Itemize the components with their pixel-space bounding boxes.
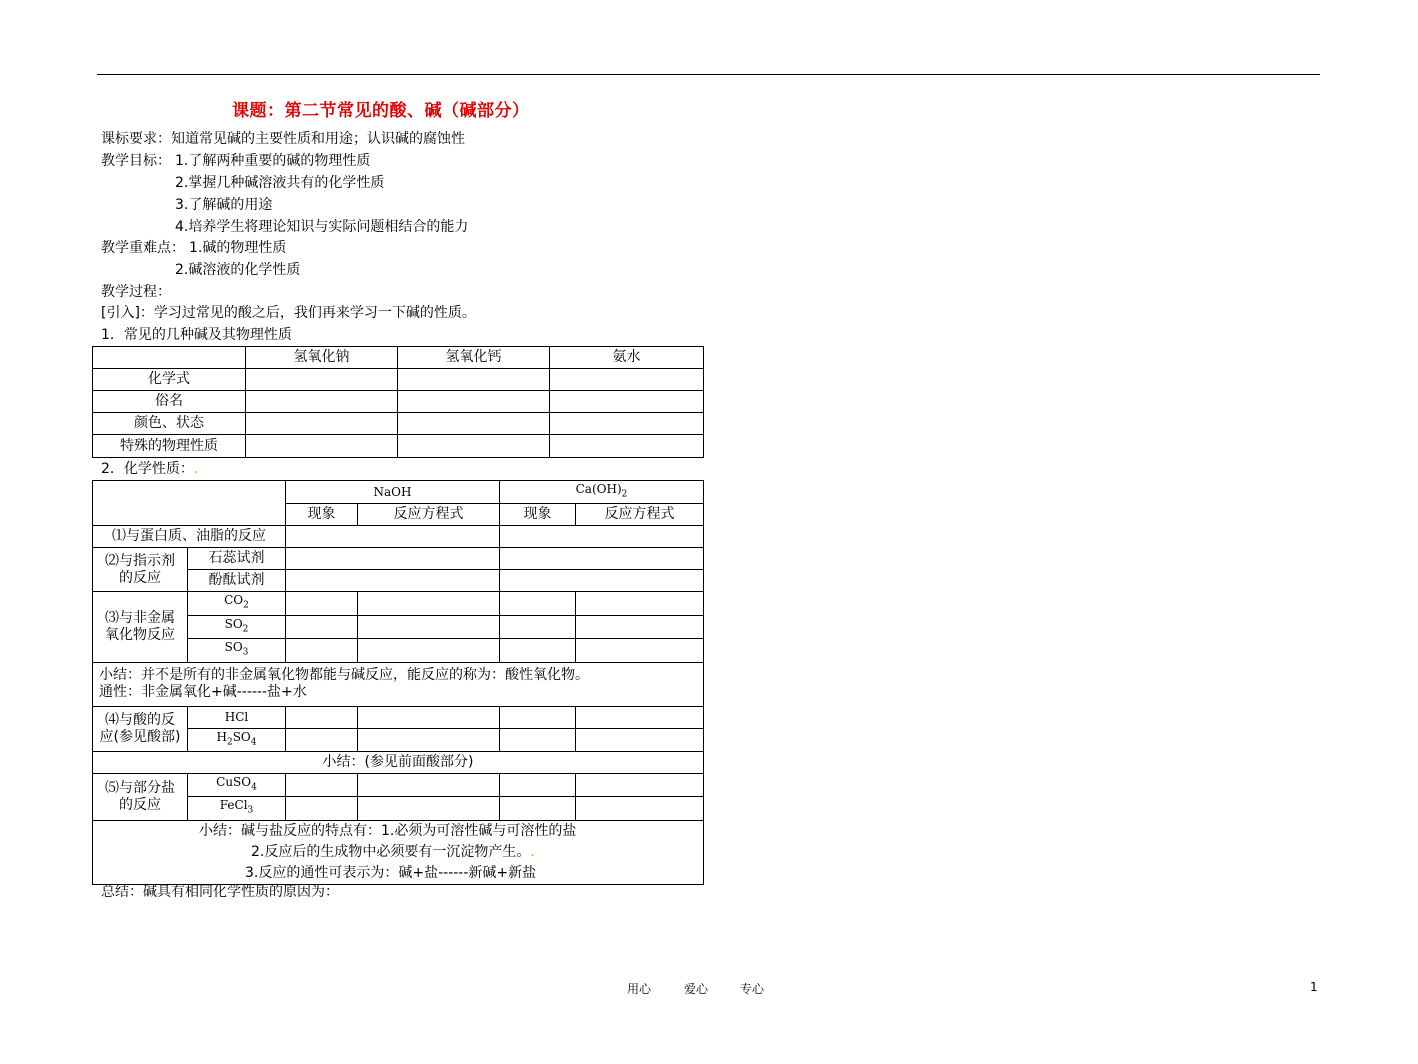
cell[interactable] xyxy=(286,797,358,820)
cell[interactable] xyxy=(500,592,576,615)
row-common-name: 俗名 xyxy=(93,391,246,413)
conclusion: 总结：碱具有相同化学性质的原因为： xyxy=(101,884,339,900)
cuso4-label: CuSO$_4$ xyxy=(188,773,286,796)
reaction-acid: ⑷与酸的反 应(参见酸部) xyxy=(93,706,188,751)
chemical-properties-table xyxy=(92,480,704,885)
reaction-nonmetal-oxide: ⑶与非金属 氧化物反应 xyxy=(93,592,188,662)
cell[interactable] xyxy=(500,570,704,592)
cell[interactable] xyxy=(398,369,550,391)
goals-label: 教学目标： xyxy=(101,153,171,169)
cell[interactable] xyxy=(358,797,500,820)
cell[interactable] xyxy=(398,391,550,413)
cell[interactable] xyxy=(286,773,358,796)
cell[interactable] xyxy=(500,728,576,751)
cell[interactable] xyxy=(246,369,398,391)
cell[interactable] xyxy=(550,369,704,391)
cell[interactable] xyxy=(246,391,398,413)
cell[interactable] xyxy=(246,435,398,458)
cell[interactable] xyxy=(358,728,500,751)
cell[interactable] xyxy=(550,391,704,413)
key-2: 2.碱溶液的化学性质 xyxy=(175,262,301,278)
page-title: 课题：第二节常见的酸、碱（碱部分） xyxy=(232,101,530,121)
cell[interactable] xyxy=(286,639,358,662)
cell[interactable] xyxy=(358,592,500,615)
cell[interactable] xyxy=(576,728,704,751)
reaction-protein-fat: ⑴与蛋白质、油脂的反应 xyxy=(93,526,286,548)
naoh-phenomenon-header: 现象 xyxy=(286,504,358,526)
cell[interactable] xyxy=(576,639,704,662)
requirement: 课标要求：知道常见碱的主要性质和用途；认识碱的腐蚀性 xyxy=(101,131,465,147)
section2-text: 2．化学性质： xyxy=(101,461,194,477)
cell[interactable] xyxy=(358,773,500,796)
table2-corner xyxy=(93,481,286,526)
key-label: 教学重难点： xyxy=(101,240,185,256)
section2-heading xyxy=(101,460,198,478)
so2-label: $SO_2$ xyxy=(188,615,286,638)
row-color-state: 颜色、状态 xyxy=(93,413,246,435)
caoh-phenomenon-header: 现象 xyxy=(500,504,576,526)
goal-1: 1.了解两种重要的碱的物理性质 xyxy=(175,153,371,169)
page-number: 1 xyxy=(1310,980,1318,994)
header-naoh: 氢氧化钠 xyxy=(246,347,398,369)
cell[interactable] xyxy=(398,413,550,435)
header-ammonia: 氨水 xyxy=(550,347,704,369)
goal-3: 3.了解碱的用途 xyxy=(175,197,273,213)
h2so4-label: $H_2SO_4$ xyxy=(188,728,286,751)
summary-acid: 小结：(参见前面酸部分) xyxy=(93,751,704,773)
reaction-indicator: ⑵与指示剂 的反应 xyxy=(93,548,188,592)
cell[interactable] xyxy=(500,639,576,662)
cell[interactable] xyxy=(398,435,550,458)
cell[interactable] xyxy=(286,570,500,592)
header-rule xyxy=(97,74,1320,75)
footer-1: 用心 xyxy=(627,982,652,996)
cell[interactable] xyxy=(286,592,358,615)
row-special: 特殊的物理性质 xyxy=(93,435,246,458)
section1-heading: 1．常见的几种碱及其物理性质 xyxy=(101,327,292,343)
cell[interactable] xyxy=(576,592,704,615)
caoh-equation-header: 反应方程式 xyxy=(576,504,704,526)
cell[interactable] xyxy=(576,773,704,796)
litmus-label: 石蕊试剂 xyxy=(188,548,286,570)
summary-salt: 小结：碱与盐反应的特点有：1.必须为可溶性碱与可溶性的盐 2.反应后的生成物中必须要有一沉淀物产生。. 3.反应的通性可表示为：碱+盐------新碱+新盐 xyxy=(93,820,704,884)
cell[interactable] xyxy=(358,706,500,728)
cell[interactable] xyxy=(246,413,398,435)
cell[interactable] xyxy=(576,797,704,820)
header-caoh2: 氢氧化钙 xyxy=(398,347,550,369)
cell[interactable] xyxy=(500,797,576,820)
goal-2: 2.掌握几种碱溶液共有的化学性质 xyxy=(175,175,385,191)
cell[interactable] xyxy=(500,526,704,548)
row-formula: 化学式 xyxy=(93,369,246,391)
process-label: 教学过程： xyxy=(101,284,171,300)
cell[interactable] xyxy=(286,526,500,548)
section2-dot: . xyxy=(193,461,199,477)
cell[interactable] xyxy=(500,706,576,728)
reaction-salt: ⑸与部分盐 的反应 xyxy=(93,773,188,820)
summary-nonmetal-oxide: 小结：并不是所有的非金属氧化物都能与碱反应，能反应的称为：酸性氧化物。 通性：非金属氧化+碱------盐+水 xyxy=(93,662,704,706)
header-naoh: NaOH xyxy=(286,481,500,504)
footer-3: 专心 xyxy=(740,982,765,996)
cell[interactable] xyxy=(576,706,704,728)
naoh-equation-header: 反应方程式 xyxy=(358,504,500,526)
cell[interactable] xyxy=(286,706,358,728)
physical-properties-table xyxy=(92,346,704,458)
cell[interactable] xyxy=(358,615,500,638)
header-caoh2: $Ca(OH)_2$ xyxy=(500,481,704,504)
so3-label: $SO_3$ xyxy=(188,639,286,662)
goal-4: 4.培养学生将理论知识与实际问题相结合的能力 xyxy=(175,219,469,235)
cell[interactable] xyxy=(358,639,500,662)
cell[interactable] xyxy=(286,728,358,751)
lead-text: [引入]：学习过常见的酸之后，我们再来学习一下碱的性质。 xyxy=(101,305,476,321)
cell[interactable] xyxy=(286,615,358,638)
key-1: 1.碱的物理性质 xyxy=(189,240,287,256)
cell[interactable] xyxy=(286,548,500,570)
hcl-label: HCl xyxy=(188,706,286,728)
cell[interactable] xyxy=(500,615,576,638)
cell[interactable] xyxy=(576,615,704,638)
cell[interactable] xyxy=(500,773,576,796)
table1-corner xyxy=(93,347,246,369)
co2-label: $CO_2$ xyxy=(188,592,286,615)
cell[interactable] xyxy=(550,435,704,458)
fecl3-label: FeCl$_3$ xyxy=(188,797,286,820)
cell[interactable] xyxy=(500,548,704,570)
phenolphthalein-label: 酚酞试剂 xyxy=(188,570,286,592)
cell[interactable] xyxy=(550,413,704,435)
footer-2: 爱心 xyxy=(684,982,709,996)
